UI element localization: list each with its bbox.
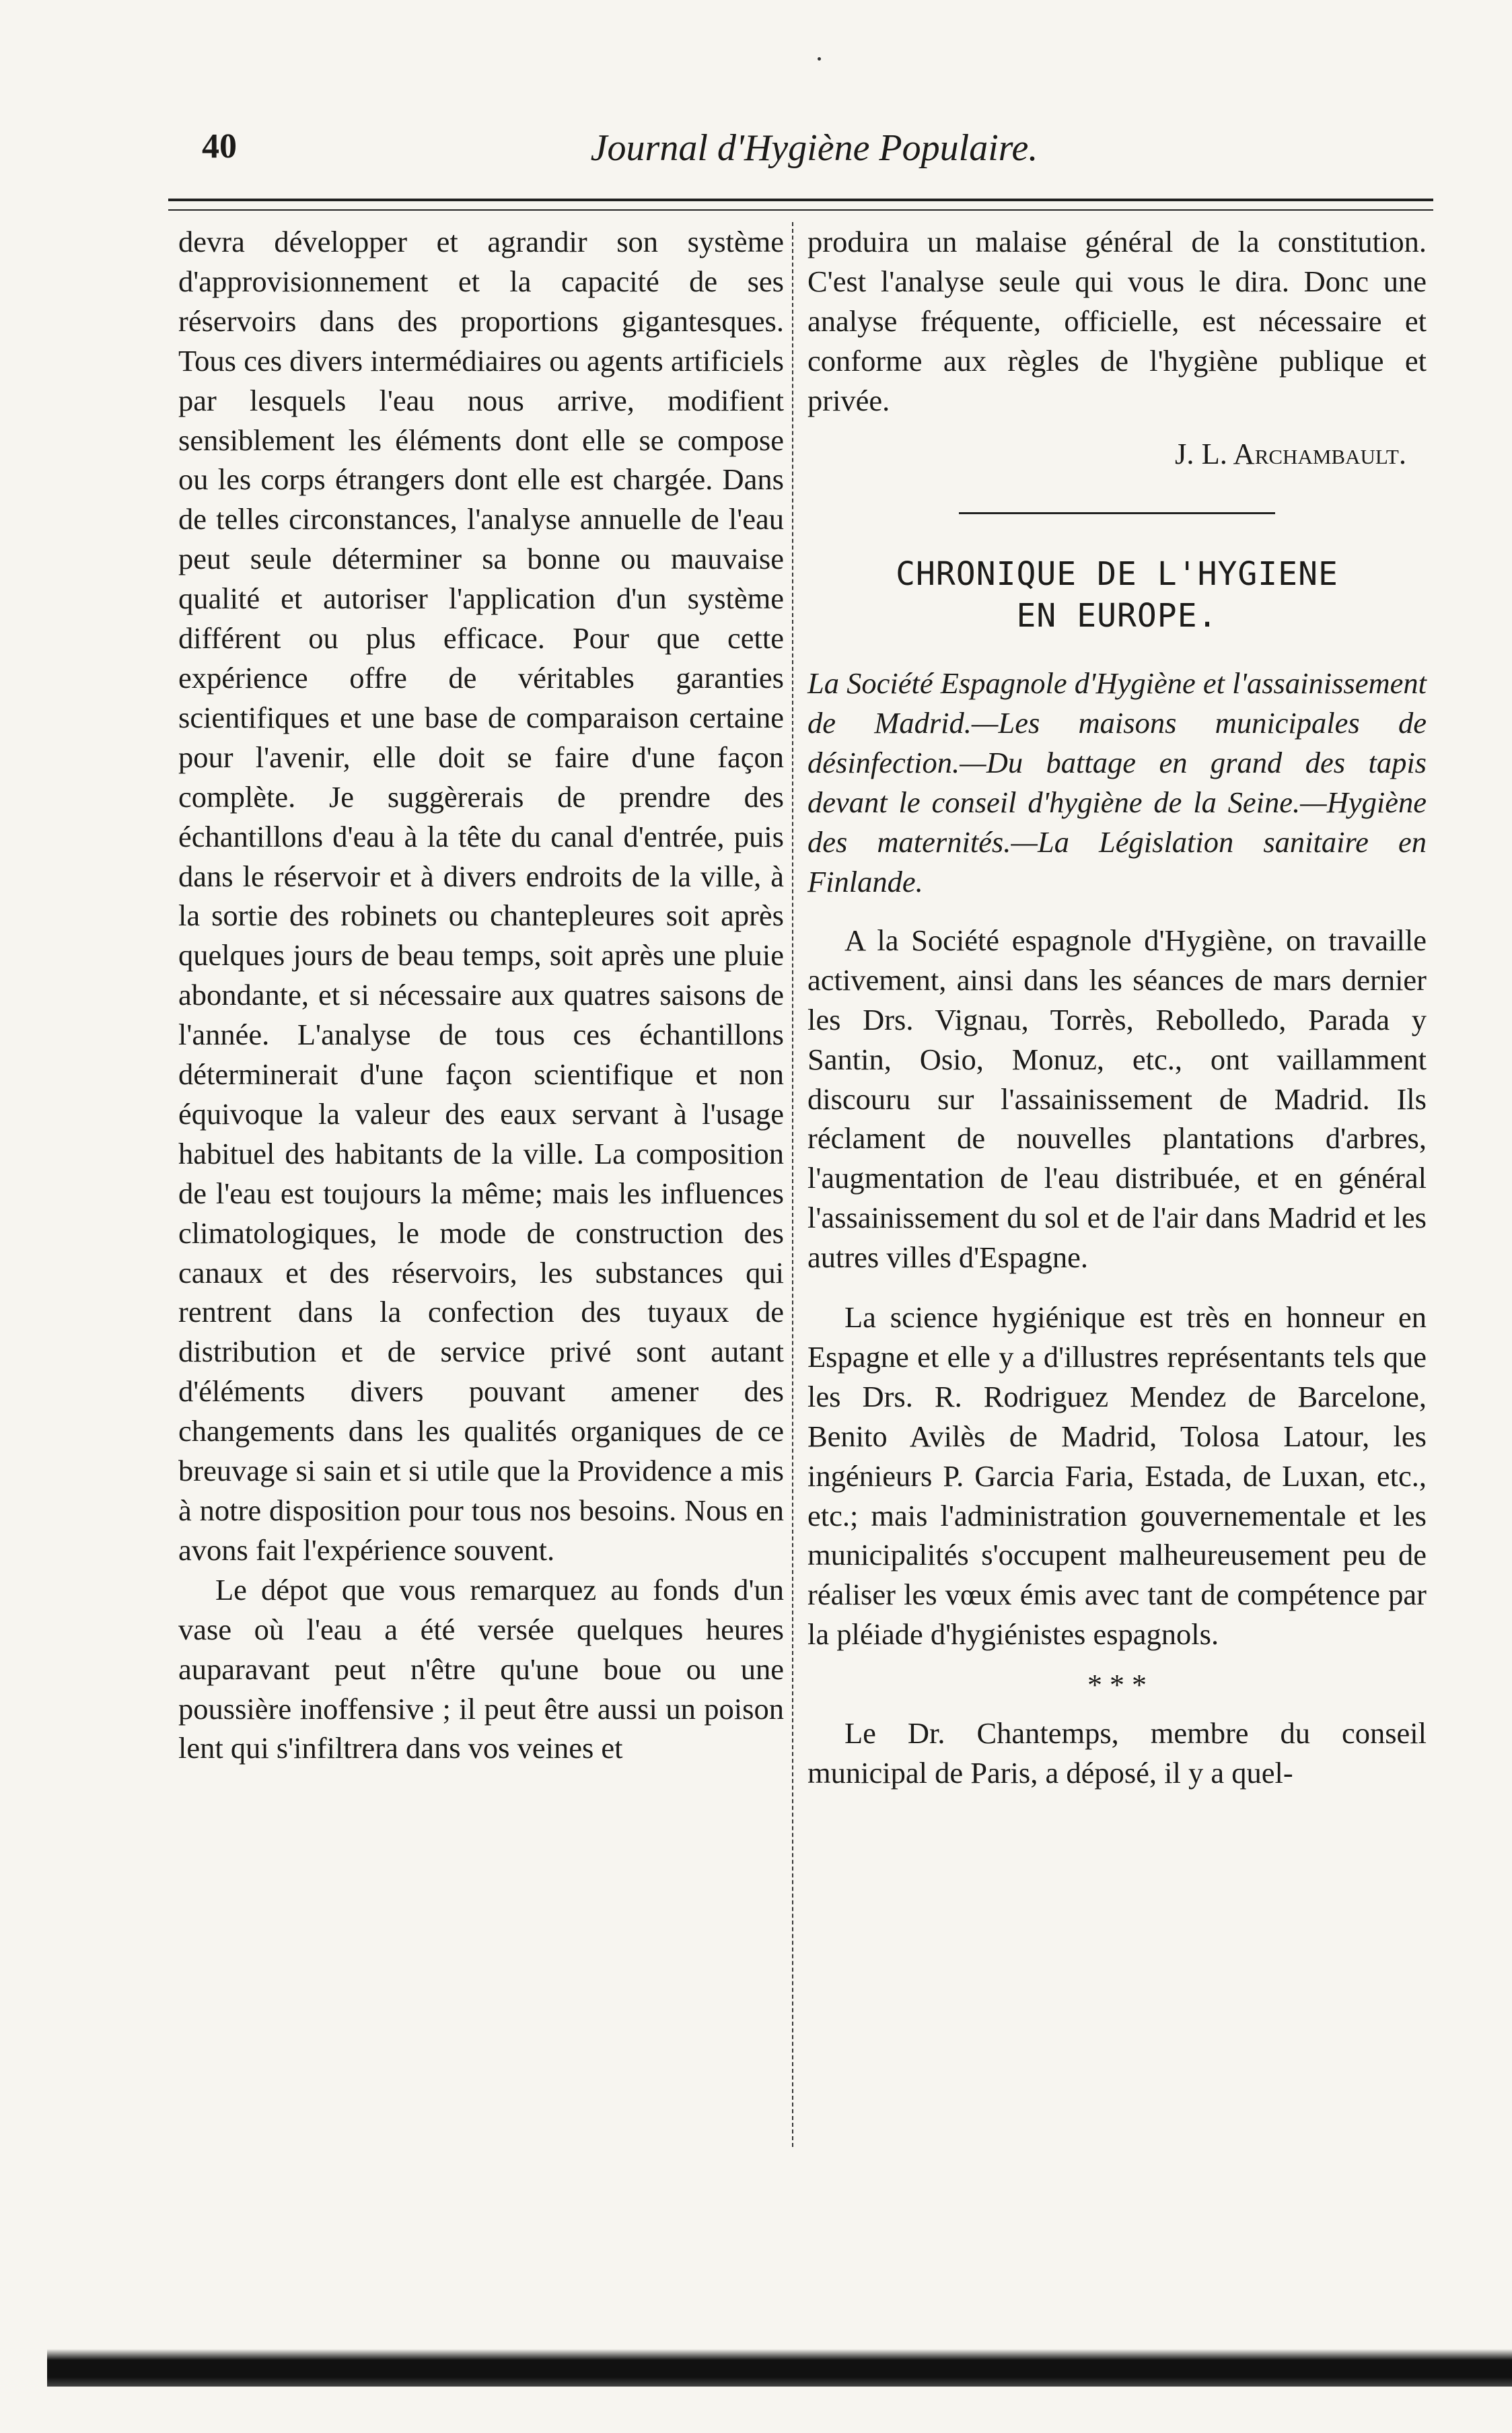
body-paragraph: La science hygiénique est très en honneur en Espagne et elle y a d'illustres représentants tels que les Drs. R. Rodriguez Mendez de Barcelone, Benito Avilès de Madrid, Tolosa Latour, les ingénieurs P. Garcia Faria, Estada, de Luxan, etc., etc.; mais l'administration gouvernementale et les municipalités s'occupent malheureusement peu de réaliser les vœux émis avec tant de compétence par la pléiade d'hygiénistes espagnols. bbox=[807, 1300, 1427, 1652]
section-heading-line-1: CHRONIQUE DE L'HYGIENE bbox=[896, 555, 1338, 594]
page-header bbox=[202, 121, 1427, 182]
left-paragraph-continued: devra développer et agrandir son système d'approvisionnement et la capacité de ses réservoirs dans des proportions gigantesques. Tous ces divers intermédiaires ou agents artificiels par lesquels l'eau nous arrive, modifient sensiblement les éléments dont elle se compose ou les corps étrangers dont elle est chargée. Dans de telles circonstances, l'analyse annuelle de l'eau peut seule déterminer sa bonne ou mauvaise qualité et autoriser l'application d'un système différent ou plus efficace. Pour que cette expérience offre de véritables garanties scientifiques et une base de comparaison certaine pour l'avenir, elle doit se faire d'une façon complète. Je suggèrerais de prendre des échantillons d'eau à la tête du canal d'entrée, puis dans le réservoir et à divers endroits de la ville, à la sortie des robinets ou chantepleures soit après quelques jours de beau temps, soit après une pluie abondante, et si nécessaire aux quatres saisons de l'année. L'analyse de tous ces échantillons déterminerait d'une façon scientifique et non équivoque la valeur des eaux servant à l'usage habituel des habitants de la ville. La composition de l'eau est toujours la même; mais les influences climatologiques, le mode de construction des canaux et des réservoirs, les substances qui rentrent dans la confection des tuyaux de distribution et de service privé sont autant d'éléments divers pouvant amener des changements dans les qualités organiques de ce breuvage si sain et si utile que la Providence a mis à notre disposition pour tous nos besoins. Nous en avons fait l'expérience souvent. bbox=[178, 225, 784, 1567]
running-title: Journal d'Hygiène Populaire. bbox=[590, 127, 1038, 169]
right-paragraph-continued: produira un malaise général de la constitution. C'est l'analyse seule qui vous le dira. Donc une analyse fréquente, officielle, est nécessaire et conforme aux règles de l'hygiène publique et privée. bbox=[807, 225, 1427, 417]
section-divider-rule bbox=[959, 512, 1275, 514]
body-paragraph: Le Dr. Chantemps, membre du conseil municipal de Paris, a déposé, il y a quel- bbox=[807, 1716, 1427, 1790]
author-signature: J. L. Archambault. bbox=[1175, 436, 1406, 470]
section-heading bbox=[807, 553, 1427, 637]
section-heading-line-2: EN EUROPE. bbox=[1016, 597, 1218, 635]
body-paragraph: A la Société espagnole d'Hygiène, on travaille activement, ainsi dans les séances de mars dernier les Drs. Vignau, Torrès, Rebolledo, Parada y Santin, Osio, Monuz, etc., ont vaillamment discouru sur l'assainissement de Madrid. Ils réclament de nouvelles plantations d'arbres, l'augmentation de l'eau distribuée, et en général l'assainissement du sol et de l'air dans Madrid et les autres villes d'Espagne. bbox=[807, 923, 1427, 1275]
page-number: 40 bbox=[202, 127, 237, 166]
left-paragraph: Le dépot que vous remarquez au fonds d'un vase où l'eau a été versée quelques heures auparavant peut n'être qu'une boue ou une poussière inoffensive ; il peut être aussi un poison lent qui s'infiltrera dans vos veines et bbox=[178, 1572, 784, 1765]
scan-edge-band bbox=[47, 2349, 1512, 2387]
print-speck bbox=[818, 57, 821, 61]
column-divider bbox=[792, 222, 793, 2147]
right-column bbox=[807, 222, 1427, 2147]
section-summary: La Société Espagnole d'Hygiène et l'assainissement de Madrid.—Les maisons municipales de désinfection.—Du battage en grand des tapis devant le conseil d'hygiène de la Seine.—Hygiène des maternités.—La Législation sanitaire en Finlande. bbox=[807, 666, 1427, 898]
asterism-separator: * * * bbox=[1087, 1668, 1147, 1702]
header-double-rule bbox=[168, 199, 1433, 211]
left-column bbox=[178, 222, 784, 2147]
